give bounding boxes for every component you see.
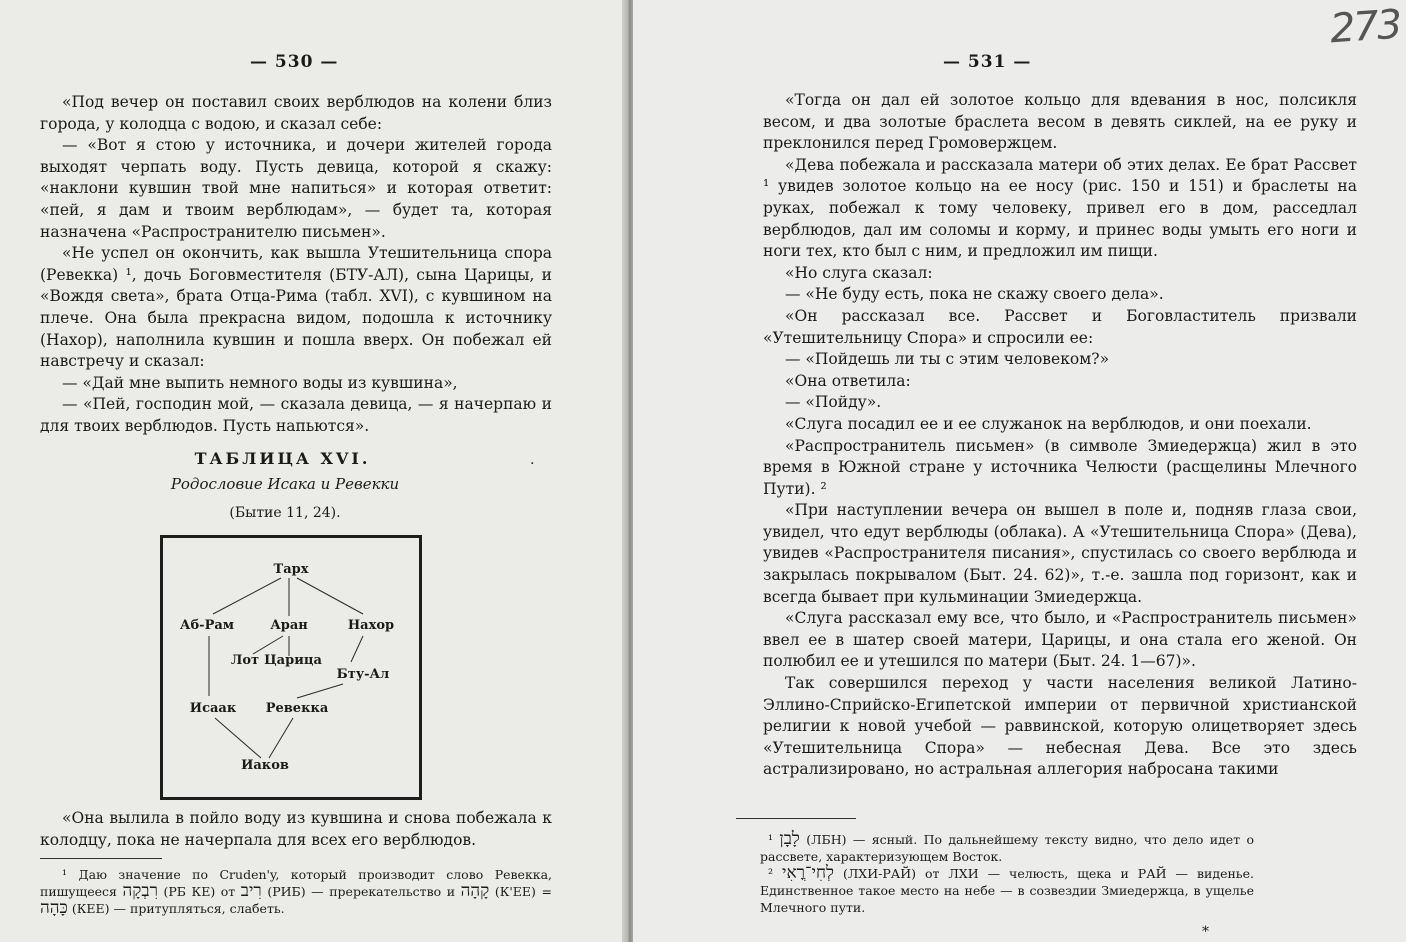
hebrew-word: קָהָה [460,881,490,901]
right-page [633,0,1406,942]
hebrew-word: רִיב [240,881,262,901]
right-footnotes [760,831,1254,916]
paragraph: «Дева побежала и рассказала матери об этих делах. Ее брат Рассвет ¹ увидев золотое кольцо на ее носу (рис. 150 и 151) и браслеты на руках, побежал к тому человеку, привел его в дом, расседлал верблюдов, дал им соломы и корму, и принес воды умыть его ноги и ноги тех, кто был с ним, и предложил им пищи. [763,155,1357,261]
person-lot: Лот [230,653,260,668]
hebrew-word: רִבְקָה [122,881,158,901]
paragraph: — «Вот я стою у источника, и дочери жителей города выходят черпать воду. Пусть девица, которой я скажу: «наклони кувшин твой мне напиться» и которая ответит: «пей, я дам и твоим верблюдам», — будет та, которая назначена «Распространителю письмен». [40,136,552,241]
hebrew-word: לָבָן [779,829,800,849]
paragraph: «Он рассказал все. Рассвет и Боговластитель призвали «Утешительницу Спора» и спросили ее: [763,306,1357,347]
footnote-text-a: Даю значение по Cruden'y, который производит слово Ревекка, пишущееся [40,867,552,899]
paragraph: — «Дай мне выпить немного воды из кувшина», [62,373,458,392]
edge-tarh-nahor [297,578,363,614]
paragraph: — «Не буду есть, пока не скажу своего дела». [785,285,1164,304]
edge-btual-revekka [297,684,343,698]
paragraph: «Под вечер он поставил своих верблюдов на колени близ города, у колодца с водою, и сказал себе: [40,93,552,133]
person-isaak: Исаак [189,701,237,716]
handwritten-page-number: 273 [1328,1,1402,53]
hebrew-word: כָּהָה [40,898,68,918]
paragraph: «Слуга рассказал ему все, что было, и «Распространитель письмен» ввел ее в шатер своей матери, Царицы, и она стала его женой. Он полюбил ее и утешился по матери (Быт. 24. 1—67)». [763,609,1357,671]
person-aran: Аран [270,618,308,633]
paragraph: «Она вылила в пойло воду из кувшина и снова побежала к колодцу, пока не начерпала для всех его верблюдов. [40,809,552,849]
footnote-text-c: (РИБ) — пререкательство и [267,884,456,899]
footnote-text-e: (КЕЕ) — притупляться, слабеть. [71,901,285,916]
paragraph: «При наступлении вечера он вышел в поле и, подняв глаза свои, увидел, что едут верблюды (облака). А «Утешительница Спора» (Дева), увидев «Распространителя писания», спустилась со своего верблюда и закрылась покрывалом (Быт. 24. 62)», т.-е. зашла под горизонт, как и всегда бывает при кульминации Змиедержца. [763,501,1357,606]
edge-isaak-iakov [215,718,261,758]
left-page [0,0,625,942]
person-abram: Аб-Рам [179,618,235,633]
footnote-marker: ¹ [768,832,774,847]
footnote-2 [760,865,1254,916]
edge-tarh-abram [213,578,281,614]
person-iakov: Иаков [241,758,289,773]
print-star-mark: * [1202,924,1209,940]
paragraph: «Тогда он дал ей золотое кольцо для вдевания в нос, полсикля весом, и два золотые браслета весом в девять сиклей, на ее руку и преклонился перед Громовержцем. [763,91,1357,153]
left-footnote [40,866,552,917]
hebrew-word: לְחִי־רֳאִי [782,863,834,883]
paragraph: — «Пей, господин мой, — сказала девица, — я начерпаю и для твоих верблюдов. Пусть напьются». [40,395,552,435]
print-dot: . [530,452,535,468]
left-body-text-bottom [40,808,552,851]
page-number-right: — 531 — [943,52,1032,72]
paragraph: «Распространитель письмен» (в символе Змиедержца) жил в это время в Южной стране у источника Челюсти (расщелины Млечного Пути). ² [763,436,1357,498]
page-number-left: — 530 — [250,52,339,72]
paragraph: — «Пойдешь ли ты с этим человеком?» [785,350,1110,369]
footnote-1 [760,831,1254,865]
footnote-text-b: (РБ КЕ) от [163,884,236,899]
footnote-1 [40,866,552,917]
paragraph: «Слуга посадил ее и ее служанок на верблюдов, и они поехали. [785,414,1312,433]
table-subtitle: Родословие Исака и Ревекки [170,475,400,493]
edge-nahor-btual [351,636,363,662]
paragraph: «Она ответила: [785,371,911,390]
edge-revekka-iakov [269,718,293,758]
person-btual: Бту-Ал [336,667,390,682]
person-nahor: Нахор [347,618,395,633]
footnote-text-d: (К'ЕЕ) = [494,884,552,899]
paragraph: — «Пойду». [785,393,882,412]
footnote-text: (ЛБН) — ясный. По дальнейшему тексту видно, что дело идет о рассвете, характеризующем Восток. [760,832,1254,864]
footnote-text: (ЛХИ-РАЙ) от ЛХИ — челюсть, щека и РАЙ — виденье. Единственное такое место на небе — в созвездии Змиедержца, в ущелье Млечного пути. [760,866,1254,915]
paragraph: Так совершился переход у части населения великой Латино-Эллино-Сприйско-Египетской империи от первичной христианской религии к новой учебой — раввинской, которую олицетворяет здесь «Утешительница Спора» — небесная Дева. Все это здесь астрализировано, но астральная аллегория набросана такими [763,674,1357,779]
paragraph: «Не успел он окончить, как вышла Утешительница спора (Ревекка) ¹, дочь Боговместителя (БТУ-АЛ), сына Царицы, и «Вождя света», брата Отца-Рима (табл. XVI), с кувшином на плече. Она была прекрасна видом, подошла к источнику (Нахор), наполнила кувшин и пошла вверх. Он побежал ей навстречу и сказал: [40,244,552,371]
person-tsaritsa: Царица [264,653,322,668]
footnote-marker: ² [768,866,774,881]
footnote-rule [40,858,162,859]
left-body-text [40,92,552,438]
table-reference: (Бытие 11, 24). [229,505,341,521]
edge-aran-lot [253,636,283,654]
paragraph: «Но слуга сказал: [785,263,933,282]
right-body-text [763,90,1357,781]
person-tarh: Тарх [273,562,309,577]
person-revekka: Ревекка [265,701,329,716]
footnote-marker: ¹ [62,867,68,882]
table-title: ТАБЛИЦА XVI. [194,449,371,468]
genealogy-diagram [160,535,422,800]
footnote-rule [736,818,856,819]
